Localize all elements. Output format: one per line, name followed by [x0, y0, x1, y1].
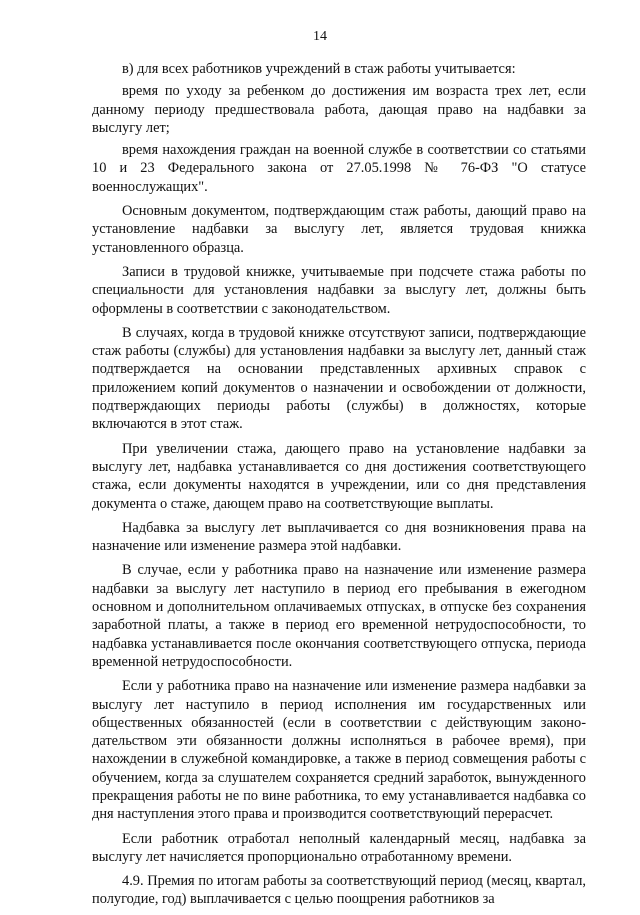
paragraph-archive-certificates: В случаях, когда в трудовой книжке отсутствуют записи, подтверждающие стаж работы (службы) для установления надбавки за выслугу лет, данный стаж подтверждается на основании представленных архивных справок с приложением копий документов о назначении и освобождении от должности, подтверждающих периоды работы (службы) в должностях, которые включаются в этот стаж.	[92, 324, 586, 433]
paragraph-bonus-4-9: 4.9. Премия по итогам работы за соответствующий период (месяц, квартал, полугодие, год) выплачивается с целью поощрения работников за	[92, 873, 586, 908]
paragraph-incomplete-month: Если работник отработал неполный календарный месяц, надбавка за выслугу лет начисляется пропорционально отработанному времени.	[92, 830, 586, 865]
paragraph-main-document: Основным документом, подтверждающим стаж работы, дающий право на установление надбавки за выслугу лет, является трудовая книжка установленного образца.	[92, 203, 586, 256]
paragraph-workbook-records: Записи в трудовой книжке, учитываемые при подсчете стажа работы по специальности для установления надбавки за выслугу лет, должны быть оформлены в соответствии с законодательством.	[92, 263, 586, 317]
page-number: 14	[313, 29, 327, 44]
paragraph-staj-intro: в) для всех работников учреждений в стаж работы учитывается:	[122, 61, 516, 77]
paragraph-military-service: время нахождения граждан на военной службе в соответствии со статьями 10 и 23 Федерального закона от 27.05.1998 № 76-ФЗ "О статусе военнослужащих".	[92, 142, 586, 195]
paragraph-vacation-case: В случае, если у работника право на назначение или изменение размера надбавки за выслугу лет наступило в период его пребывания в ежегодном основном и дополнительном оплачиваемых отпусках, в отпуске без сохранения заработной платы, а также в период его временной нетрудоспособности, то надбавка устанавливается после окончания соответствующего отпуска, периода временной нетрудоспособности.	[92, 562, 586, 670]
paragraph-child-care: время по уходу за ребенком до достижения им возраста трех лет, если данному периоду предшествовала работа, дающая право на надбавки за выслугу лет;	[92, 83, 586, 136]
paragraph-payment-start: Надбавка за выслугу лет выплачивается со дня возникновения права на назначение или изменение размера этой надбавки.	[92, 519, 586, 555]
paragraph-public-duties-case: Если у работника право на назначение или изменение размера надбавки за выслугу лет наступило в период исполнения им государственных или общественных обязанностей (если в соответствии с действующим законодательством эти обязанности должны исполняться в рабочее время), при нахождении в служебной командировке, а также в период совмещения работы с обучением, когда за слушателем сохраняется средний заработок, вынужденного прекращения работы не по вине работника, то ему устанавливается надбавка со дня наступления этого права и производится соответствующий перерасчет.	[92, 678, 586, 823]
document-body	[92, 60, 586, 915]
paragraph-staj-increase: При увеличении стажа, дающего право на установление надбавки за выслугу лет, надбавка устанавливается со дня достижения соответствующего стажа, если документы находятся в учреждении, или со дня представления документа о стаже, дающем право на соответствующие выплаты.	[92, 440, 586, 512]
